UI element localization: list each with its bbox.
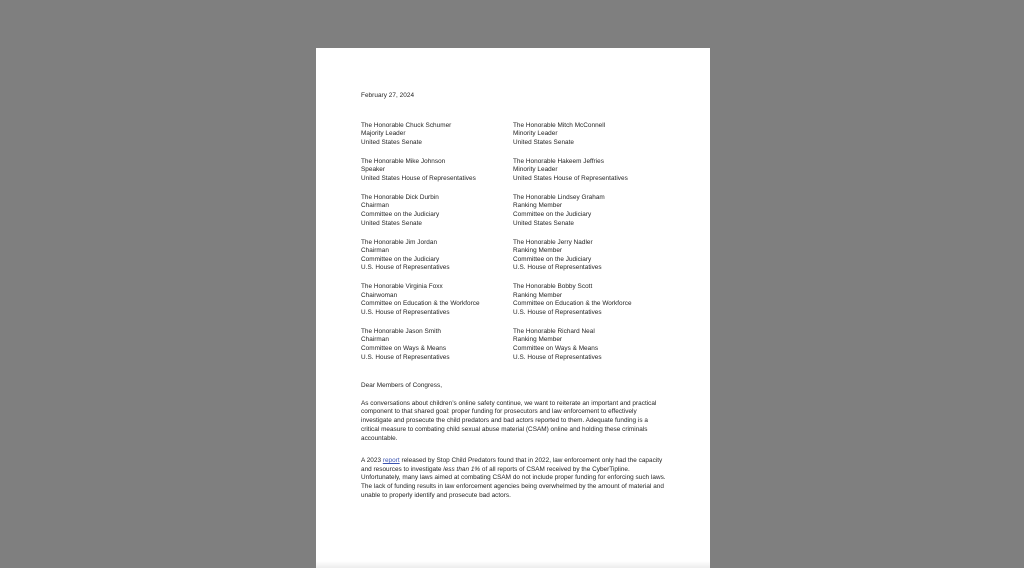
addressee-line: Minority Leader (513, 166, 558, 174)
addressee-list (361, 122, 673, 363)
addressee-block-left (361, 158, 513, 184)
addressee-row (361, 194, 673, 228)
addressee-line: Ranking Member (513, 291, 563, 299)
addressee-block-left (361, 122, 513, 148)
document-page (316, 48, 710, 568)
addressee-line: United States Senate (513, 138, 574, 146)
addressee-row (361, 239, 673, 273)
paragraph-two-after-link: released by Stop Child Predators found that in 2022, law enforcement only had the capacity and resources to investigate (361, 456, 663, 473)
addressee-line: The Honorable Jason Smith (361, 327, 441, 335)
addressee-line: Committee on Education & the Workforce (513, 300, 632, 308)
addressee-line: United States Senate (361, 138, 422, 146)
addressee-block-left (361, 194, 513, 228)
addressee-line: U.S. House of Representatives (361, 353, 450, 361)
addressee-block-right (513, 122, 673, 148)
addressee-line: The Honorable Mike Johnson (361, 157, 446, 165)
addressee-block-right (513, 194, 673, 228)
addressee-row (361, 283, 673, 317)
addressee-line: Majority Leader (361, 130, 406, 138)
addressee-line: Ranking Member (513, 336, 563, 344)
addressee-row (361, 122, 673, 148)
addressee-block-right (513, 239, 673, 273)
addressee-line: Committee on the Judiciary (513, 210, 592, 218)
addressee-line: U.S. House of Representatives (513, 308, 602, 316)
addressee-block-right (513, 283, 673, 317)
addressee-line: U.S. House of Representatives (513, 264, 602, 272)
body-paragraph-two (361, 457, 667, 501)
report-link[interactable]: report (382, 456, 400, 464)
salutation: Dear Members of Congress, (361, 381, 443, 389)
addressee-line: The Honorable Jim Jordan (361, 238, 438, 246)
addressee-line: Ranking Member (513, 247, 563, 255)
addressee-block-right (513, 158, 673, 184)
addressee-line: The Honorable Chuck Schumer (361, 121, 452, 129)
addressee-line: Chairwoman (361, 291, 398, 299)
addressee-line: United States House of Representatives (361, 174, 476, 182)
page-content (361, 92, 673, 501)
addressee-block-left (361, 328, 513, 362)
addressee-line: The Honorable Virginia Foxx (361, 283, 443, 291)
addressee-line: Minority Leader (513, 130, 558, 138)
paragraph-two-tail: of all reports of CSAM received by the CyberTipline. Unfortunately, many laws aimed at combating CSAM do not include proper funding for enforcing such laws. The lack of funding results in law enforcement agencies being overwhelmed by the amount of material and unable to properly identify and prosecute bad actors. (361, 465, 666, 499)
addressee-line: Ranking Member (513, 202, 563, 210)
addressee-line: The Honorable Lindsey Graham (513, 193, 605, 201)
addressee-line: Committee on Ways & Means (513, 345, 599, 353)
letter-date: February 27, 2024 (361, 92, 415, 99)
addressee-line: United States Senate (513, 219, 574, 227)
addressee-line: Chairman (361, 247, 389, 255)
paragraph-two-lead: A 2023 (361, 456, 383, 464)
addressee-line: Committee on the Judiciary (361, 210, 440, 218)
addressee-block-right (513, 328, 673, 362)
addressee-line: United States House of Representatives (513, 174, 628, 182)
addressee-block-left (361, 283, 513, 317)
addressee-row (361, 158, 673, 184)
body-paragraph-one: As conversations about children’s online safety continue, we want to reiterate an important and practical component to that shared goal: proper funding for prosecutors and law enforcement to effectively investigate and prosecute the child predators and bad actors reported to them. Adequate funding is a critical measure to combating child sexual abuse material (CSAM) online and holding these criminals accountable. (361, 399, 657, 442)
addressee-line: The Honorable Richard Neal (513, 327, 595, 335)
addressee-row (361, 328, 673, 362)
addressee-line: Speaker (361, 166, 386, 174)
addressee-line: U.S. House of Representatives (361, 264, 450, 272)
addressee-line: U.S. House of Representatives (361, 308, 450, 316)
addressee-line: Chairman (361, 202, 389, 210)
addressee-line: Committee on Education & the Workforce (361, 300, 480, 308)
addressee-line: U.S. House of Representatives (513, 353, 602, 361)
paragraph-two-emphasis: less than 1% (443, 465, 481, 473)
addressee-line: The Honorable Mitch McConnell (513, 121, 606, 129)
page-bottom-fade (316, 561, 710, 568)
addressee-line: Committee on Ways & Means (361, 345, 447, 353)
addressee-line: Committee on the Judiciary (513, 255, 592, 263)
addressee-line: The Honorable Hakeem Jeffries (513, 157, 604, 165)
addressee-line: The Honorable Bobby Scott (513, 283, 593, 291)
addressee-line: The Honorable Jerry Nadler (513, 238, 593, 246)
addressee-line: United States Senate (361, 219, 422, 227)
addressee-line: Committee on the Judiciary (361, 255, 440, 263)
addressee-line: Chairman (361, 336, 389, 344)
addressee-block-left (361, 239, 513, 273)
addressee-line: The Honorable Dick Durbin (361, 193, 439, 201)
